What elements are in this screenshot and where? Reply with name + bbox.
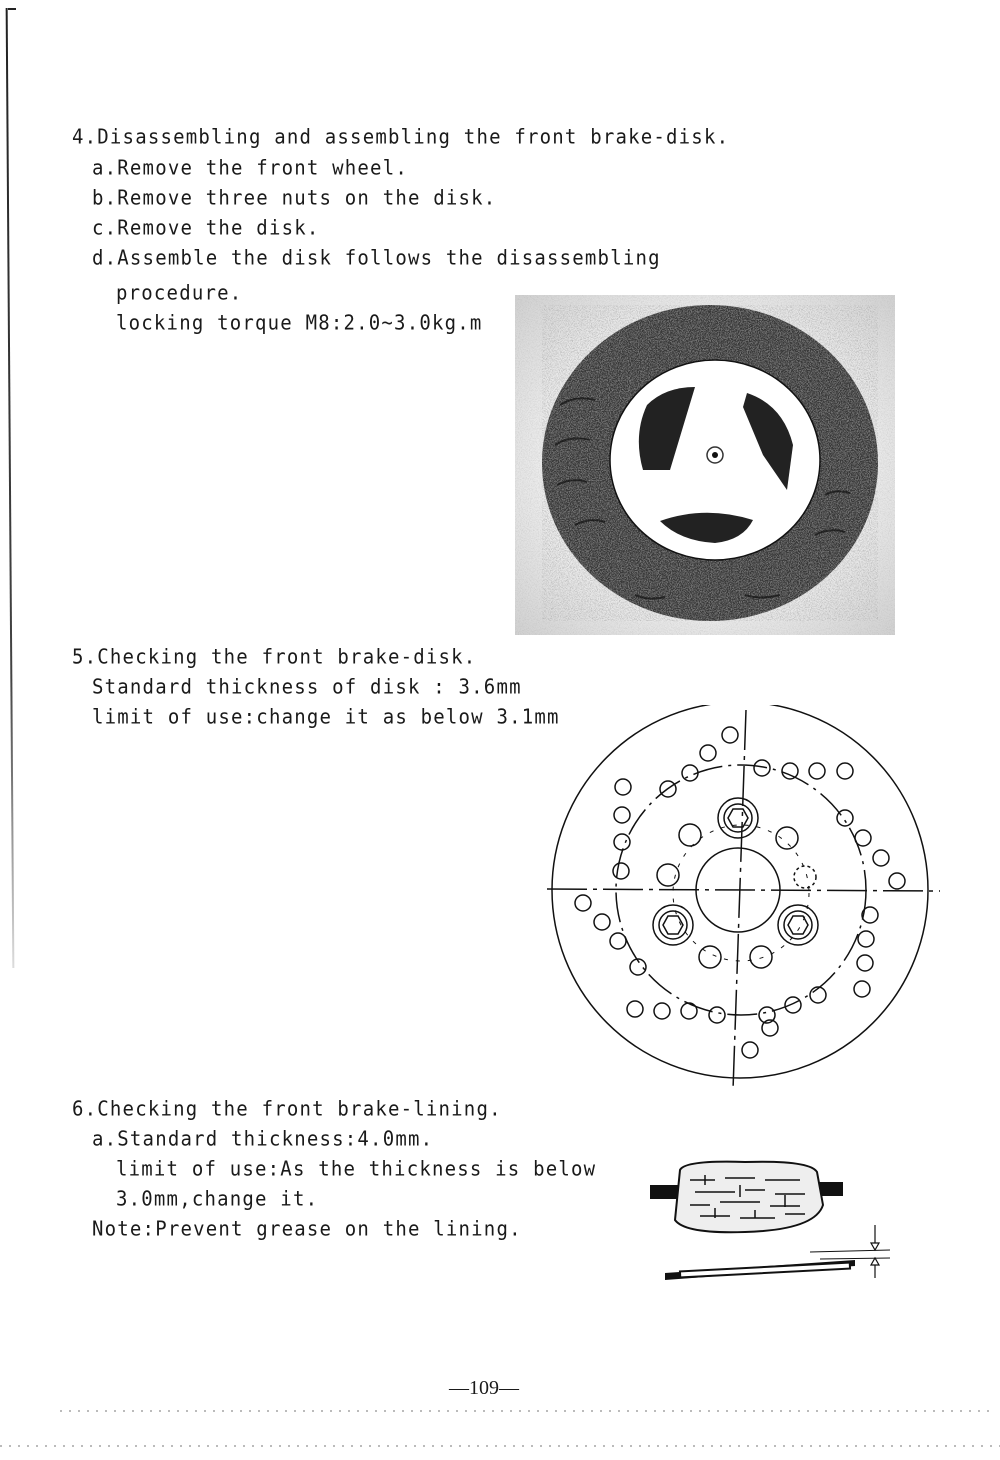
section-6-limit-of-use-cont: 3.0mm,change it. (116, 1187, 319, 1211)
section-5-heading: 5.Checking the front brake-disk. (72, 645, 477, 669)
binding-edge-line (6, 8, 15, 968)
pad-side-profile (665, 1250, 890, 1280)
front-wheel-photo (515, 295, 895, 635)
bolt-right (778, 905, 818, 945)
section-4-torque-spec: locking torque M8:2.0~3.0kg.m (116, 311, 483, 335)
section-4-heading: 4.Disassembling and assembling the front brake-disk. (72, 125, 730, 149)
bolt-top (718, 798, 758, 838)
thickness-dimension-arrows (871, 1225, 879, 1278)
brake-pad (675, 1162, 823, 1233)
page-number: —109— (449, 1377, 519, 1399)
section-4-step-d: d.Assemble the disk follows the disassembling (92, 246, 661, 270)
section-5-limit-of-use: limit of use:change it as below 3.1mm (92, 705, 560, 729)
section-5-standard-thickness: Standard thickness of disk : 3.6mm (92, 675, 522, 699)
section-6-heading: 6.Checking the front brake-lining. (72, 1097, 502, 1121)
section-6-standard-thickness: a.Standard thickness:4.0mm. (92, 1127, 434, 1151)
section-4-step-a: a.Remove the front wheel. (92, 156, 408, 180)
scan-artifact-line (0, 1445, 1000, 1447)
horizontal-center-line (547, 889, 940, 891)
section-6-note: Note:Prevent grease on the lining. (92, 1217, 522, 1241)
bolt-left (653, 905, 693, 945)
section-6-limit-of-use: limit of use:As the thickness is below (116, 1157, 597, 1181)
vertical-center-line (733, 710, 746, 1090)
section-4-step-d-cont: procedure. (116, 281, 243, 305)
binding-edge-tick (8, 8, 16, 10)
brake-disk-diagram (545, 705, 945, 1095)
brake-lining-diagram (645, 1150, 895, 1290)
section-4-step-c: c.Remove the disk. (92, 216, 320, 240)
scan-artifact-line (60, 1410, 990, 1412)
section-4-step-b: b.Remove three nuts on the disk. (92, 186, 497, 210)
